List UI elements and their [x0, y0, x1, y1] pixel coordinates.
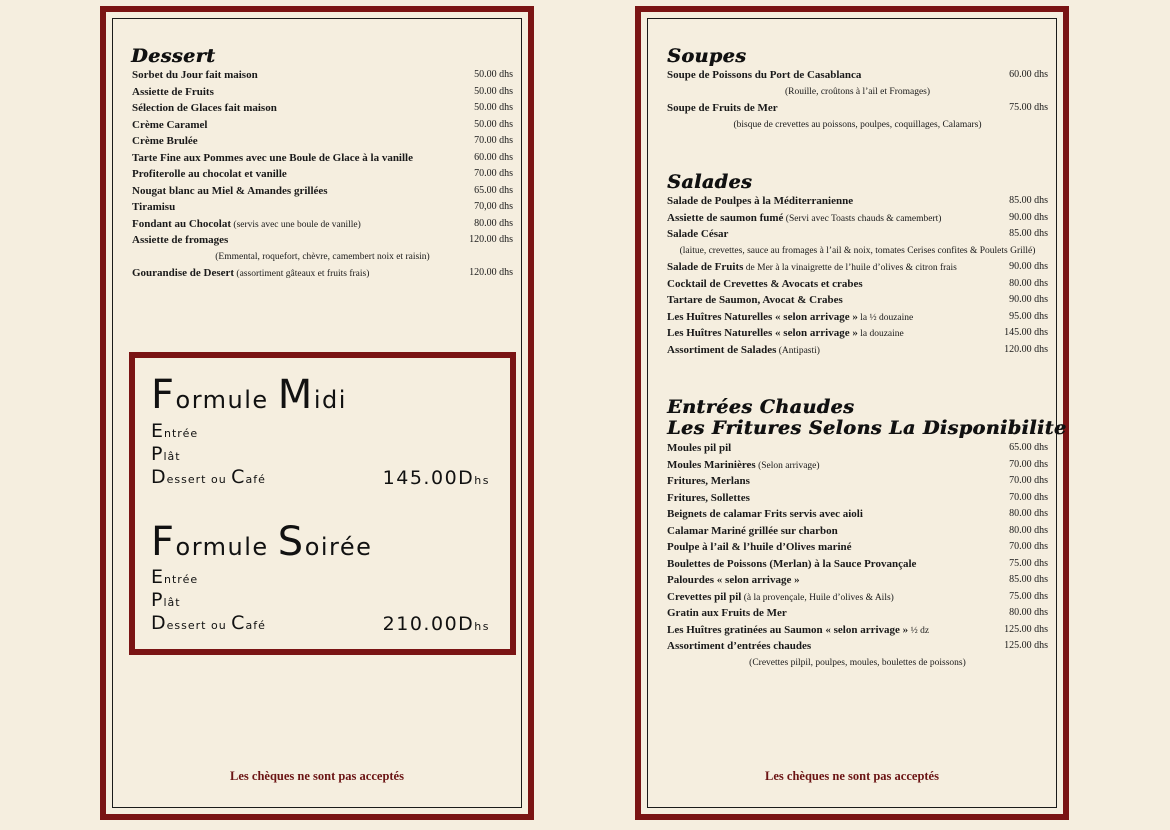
menu-item: [667, 622, 1048, 639]
menu-item: [132, 67, 513, 84]
menu-item-note: (Antipasti): [776, 345, 820, 356]
menu-item: [667, 523, 1048, 540]
menu-item-name: Palourdes « selon arrivage »: [667, 574, 800, 586]
menu-item-price: 50.00 dhs: [474, 69, 513, 80]
menu-item-description: (Emmental, roquefort, chèvre, camembert noix et raisin): [215, 251, 430, 262]
menu-item-name: Boulettes de Poissons (Merlan) à la Sauce Provançale: [667, 557, 917, 570]
soupes-list: [667, 67, 1048, 133]
menu-item-name: Soupe de Poissons du Port de Casablanca: [667, 69, 862, 81]
left-footer-note: Les chèques ne sont pas acceptés: [230, 769, 404, 783]
menu-item-price: 120.00 dhs: [469, 267, 513, 278]
menu-item-name: Profiterolle au chocolat et vanille: [132, 168, 287, 180]
formule-midi-price: 145.00Dhs: [382, 467, 490, 489]
menu-item-price: 125.00 dhs: [1004, 640, 1048, 651]
menu-item-name: Fritures, Merlans: [667, 475, 750, 487]
menu-item-price: 85.00 dhs: [1009, 228, 1048, 239]
menu-item-price: 125.00 dhs: [1004, 623, 1048, 635]
dessert-title: Dessert: [131, 45, 216, 67]
menu-item: [667, 276, 1048, 293]
formule-midi-title: Formule Midi: [151, 372, 347, 418]
menu-item-note: (assortiment gâteaux et fruits frais): [234, 269, 370, 279]
menu-item-price: 80.00 dhs: [1009, 277, 1048, 289]
menu-item-note: (servis avec une boule de vanille): [231, 219, 361, 230]
menu-item: [667, 556, 1048, 573]
menu-item: [132, 265, 513, 282]
menu-item-description: (bisque de crevettes au poissons, poulpes, coquillages, Calamars): [733, 119, 982, 130]
soupes-title: Soupes: [667, 45, 747, 67]
menu-item-price: 90.00 dhs: [1009, 211, 1048, 223]
menu-item: [667, 325, 1048, 342]
menu-item: [667, 100, 1048, 117]
menu-item-name: Tiramisu: [132, 201, 176, 213]
menu-item-name: Crème Brulée: [132, 135, 198, 147]
menu-item-name: Cocktail de Crevettes & Avocats et crabes: [667, 277, 863, 290]
menu-item-note: (Selon arrivage): [755, 460, 820, 471]
menu-item-name: Les Huîtres gratinées au Saumon « selon arrivage »: [667, 623, 909, 636]
menu-item-price: 65.00 dhs: [474, 184, 513, 196]
menu-item-price: 75.00 dhs: [1009, 557, 1048, 569]
menu-item-price: 80.00 dhs: [1009, 524, 1048, 536]
menu-item-name: Poulpe à l’ail & l’huile d’Olives mariné: [667, 541, 852, 553]
menu-item: [667, 572, 1048, 589]
menu-item-note: de Mer à la vinaigrette de l’huile d’olives & citron frais: [743, 263, 957, 273]
menu-item-name: Salade de Fruits: [667, 261, 744, 273]
menu-item-price: 70.00 dhs: [474, 135, 513, 146]
menu-item-price: 60.00 dhs: [1009, 69, 1048, 80]
menu-item-name: Gratin aux Fruits de Mer: [667, 607, 787, 619]
formule-soiree-entree: Entrée: [151, 566, 199, 588]
menu-item-name: Moules Marinières: [667, 458, 756, 471]
menu-item: [667, 226, 1048, 243]
menu-item-name: Tarte Fine aux Pommes avec une Boule de Glace à la vanille: [132, 151, 413, 164]
menu-item-name: Salade César: [667, 228, 729, 240]
menu-item: [667, 193, 1048, 210]
menu-item-name: Sorbet du Jour fait maison: [132, 69, 258, 81]
menu-item-name: Assortiment de Salades: [667, 343, 777, 356]
menu-item-price: 145.00 dhs: [1004, 327, 1048, 338]
menu-item-name: Crème Caramel: [132, 118, 208, 131]
menu-item-name: Sélection de Glaces fait maison: [132, 102, 277, 114]
formule-soiree-plat: Plât: [151, 589, 181, 611]
menu-item-description: (laitue, crevettes, sauce au fromages à l’ail & noix, tomates Cerises confites & Poulets Grillé): [679, 245, 1036, 256]
menu-item-price: 70,00 dhs: [474, 201, 513, 212]
menu-item: [667, 506, 1048, 523]
menu-item-price: 75.00 dhs: [1009, 102, 1048, 113]
formule-soiree-title: Formule Soirée: [151, 519, 373, 565]
menu-item: [667, 589, 1048, 606]
menu-item-price: 120.00 dhs: [1004, 343, 1048, 355]
menu-item-name: Les Huîtres Naturelles « selon arrivage »: [667, 327, 858, 339]
formule-soiree-price: 210.00Dhs: [382, 613, 490, 635]
menu-item: [667, 457, 1048, 474]
menu-item: [132, 166, 513, 183]
menu-item: [667, 259, 1048, 276]
menu-item-price: 50.00 dhs: [474, 118, 513, 130]
menu-item-name: Moules pil pil: [667, 442, 732, 454]
menu-item-note: ½ dz: [908, 625, 930, 636]
menu-item: [667, 210, 1048, 227]
menu-item: [667, 605, 1048, 622]
dessert-list: [132, 67, 513, 282]
menu-item: [667, 67, 1048, 84]
menu-item-note: la ½ douzaine: [857, 312, 914, 323]
menu-item-price: 70.00 dhs: [1009, 541, 1048, 552]
menu-item-price: 80.00 dhs: [1009, 607, 1048, 618]
fritures-title: Les Fritures Selons La Disponibilite: [667, 417, 1067, 439]
formule-midi-entree: Entrée: [151, 420, 199, 442]
menu-item-note: (à la provençale, Huile d’olives & Ails): [741, 592, 894, 603]
menu-item: [132, 232, 513, 249]
menu-item: [132, 117, 513, 134]
menu-item-price: 60.00 dhs: [474, 151, 513, 163]
menu-item: [132, 84, 513, 101]
formule-box: [129, 352, 516, 655]
entrees-list: [667, 440, 1048, 671]
menu-item-price: 85.00 dhs: [1009, 195, 1048, 206]
menu-item: [132, 199, 513, 216]
salades-title: Salades: [667, 171, 753, 193]
menu-item-price: 50.00 dhs: [474, 102, 513, 113]
right-footer-note: Les chèques ne sont pas acceptés: [765, 769, 939, 783]
menu-item: [132, 150, 513, 167]
formule-midi-dessert: Dessert ou Café: [151, 466, 266, 488]
menu-item-price: 85.00 dhs: [1009, 574, 1048, 585]
menu-item-name: Assiette de saumon fumé: [667, 211, 784, 224]
menu-item-description: (Rouille, croûtons à l’ail et Fromages): [784, 86, 931, 97]
menu-item-price: 80.00 dhs: [474, 217, 513, 229]
menu-item: [132, 216, 513, 233]
menu-item-name: Assiette de Fruits: [132, 85, 214, 98]
menu-item-price: 70.00 dhs: [1009, 475, 1048, 486]
menu-item-price: 95.00 dhs: [1009, 310, 1048, 322]
menu-item-note: la douzaine: [857, 329, 904, 339]
menu-item-name: Salade de Poulpes à la Méditerranienne: [667, 195, 854, 207]
menu-item-name: Calamar Mariné grillée sur charbon: [667, 524, 838, 537]
menu-item: [667, 490, 1048, 507]
menu-item: [667, 292, 1048, 309]
menu-item-price: 90.00 dhs: [1009, 261, 1048, 272]
menu-item-price: 70.00 dhs: [1009, 491, 1048, 503]
menu-item: [667, 440, 1048, 457]
menu-item-name: Beignets de calamar Frits servis avec aioli: [667, 508, 863, 520]
menu-item-price: 50.00 dhs: [474, 85, 513, 97]
menu-item-name: Les Huîtres Naturelles « selon arrivage »: [667, 310, 858, 323]
formule-midi-plat: Plât: [151, 443, 181, 465]
menu-item-name: Assortiment d’entrées chaudes: [667, 640, 812, 652]
menu-item-name: Assiette de fromages: [132, 234, 229, 246]
menu-item-price: 120.00 dhs: [469, 234, 513, 245]
menu-item-name: Nougat blanc au Miel & Amandes grillées: [132, 184, 328, 197]
menu-item-name: Crevettes pil pil: [667, 590, 742, 603]
formule-soiree-dessert: Dessert ou Café: [151, 612, 266, 634]
salades-list: [667, 193, 1048, 358]
menu-item: [667, 309, 1048, 326]
entrees-chaudes-title: Entrées Chaudes: [667, 396, 855, 418]
menu-item-name: Fondant au Chocolat: [132, 217, 232, 230]
menu-item: [132, 183, 513, 200]
menu-item-price: 80.00 dhs: [1009, 508, 1048, 519]
menu-item-price: 70.00 dhs: [474, 168, 513, 179]
menu-item: [132, 100, 513, 117]
menu-item-price: 70.00 dhs: [1009, 458, 1048, 470]
menu-item: [132, 133, 513, 150]
menu-item-price: 75.00 dhs: [1009, 590, 1048, 602]
menu-item-name: Gourandise de Desert: [132, 267, 235, 279]
menu-item: [667, 638, 1048, 655]
menu-item-note: (Servi avec Toasts chauds & camembert): [783, 213, 942, 224]
menu-item: [667, 539, 1048, 556]
menu-item-price: 65.00 dhs: [1009, 442, 1048, 453]
menu-item: [667, 342, 1048, 359]
menu-item-name: Soupe de Fruits de Mer: [667, 102, 778, 114]
menu-item-name: Tartare de Saumon, Avocat & Crabes: [667, 294, 843, 306]
menu-item: [667, 473, 1048, 490]
menu-item-description: (Crevettes pilpil, poulpes, moules, boulettes de poissons): [749, 657, 966, 668]
menu-item-price: 90.00 dhs: [1009, 294, 1048, 305]
menu-item-name: Fritures, Sollettes: [667, 491, 750, 504]
